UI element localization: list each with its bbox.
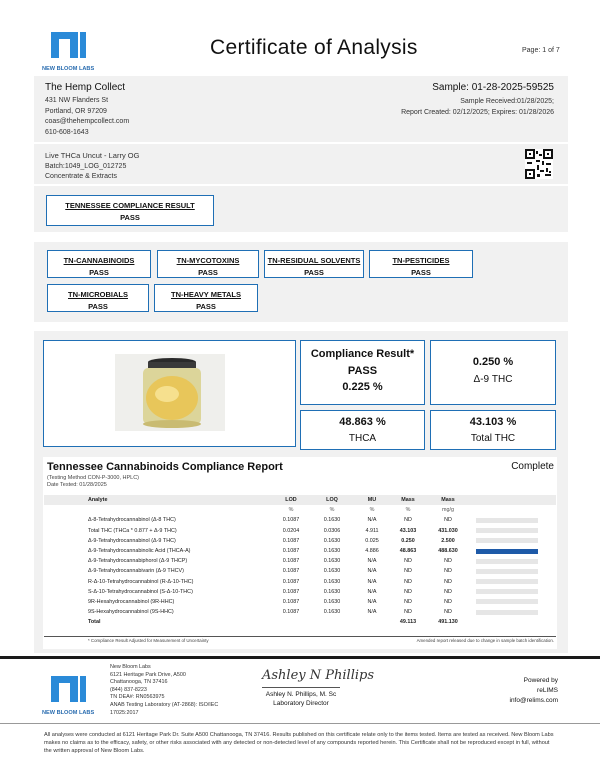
page-number: Page: 1 of 7 <box>522 47 560 54</box>
lab-logo-icon <box>42 28 94 60</box>
lab-address2: Chattanooga, TN 37416 <box>110 679 168 686</box>
client-address1: 431 NW Flanders St <box>45 97 109 104</box>
cell-loq: 0.1630 <box>323 609 341 616</box>
cell-lod: 0.1087 <box>282 609 300 616</box>
result-bar-track <box>476 518 538 523</box>
unit-loq: % <box>329 507 335 514</box>
cell-analyte: S-Δ-10-Tetrahydrocannabinol (S-Δ-10-THC) <box>88 588 193 595</box>
cell-mass-mg: ND <box>444 568 452 575</box>
test-value: PASS <box>89 268 109 277</box>
qr-code[interactable] <box>525 149 553 179</box>
col-loq: LOQ <box>326 497 338 504</box>
report-date: Date Tested: 01/28/2025 <box>47 482 107 488</box>
cell-mass-pct: ND <box>404 578 412 585</box>
cell-analyte: Δ-8-Tetrahydrocannabinol (Δ-8 THC) <box>88 517 176 524</box>
table-row <box>44 515 556 525</box>
cell-analyte: Δ-9-Tetrahydrocannabinol (Δ-9 THC) <box>88 537 176 544</box>
cell-mass-mg: ND <box>444 598 452 605</box>
compliance-result-title: TENNESSEE COMPLIANCE RESULT <box>65 201 195 210</box>
unit-mu: % <box>369 507 375 514</box>
footer-logo-text: NEW BLOOM LABS <box>42 710 95 716</box>
cell-mass-mg: ND <box>444 578 452 585</box>
lab-accreditation2: 17025:2017 <box>110 709 139 716</box>
test-tn-mycotoxins <box>157 250 259 278</box>
client-address2: Portland, OR 97209 <box>45 107 107 115</box>
cell-lod: 0.1087 <box>282 588 300 595</box>
sample-image <box>115 354 225 431</box>
signer-name: Ashley N. Phillips, M. Sc <box>265 691 337 698</box>
table-units-row <box>44 505 556 515</box>
cell-analyte: Δ-9-Tetrahydrocannabivarin (Δ-9 THCV) <box>88 568 184 575</box>
sample-image-card <box>43 340 296 447</box>
cell-analyte: R-Δ-10-Tetrahydrocannabinol (R-Δ-10-THC) <box>88 578 194 585</box>
powered-name: reLIMS <box>537 687 558 694</box>
sample-received: Sample Received:01/28/2025; <box>460 98 554 105</box>
cell-lod: 0.1087 <box>282 568 300 575</box>
total-thc-value: 43.103 % <box>469 416 517 428</box>
test-tn-microbials <box>47 284 149 312</box>
compliance-result-box <box>46 195 214 226</box>
powered-email[interactable]: info@relims.com <box>509 697 558 704</box>
total-thc-label: Total THC <box>470 433 516 444</box>
cell-mass-mg: 488.630 <box>438 548 458 555</box>
client-phone: 610-608-1643 <box>45 128 89 136</box>
signer-title: Laboratory Director <box>273 700 329 707</box>
cell-loq: 0.1630 <box>323 537 341 544</box>
cell-mass-mg: 431.030 <box>438 527 458 534</box>
footnote-right: Amended report released due to change in sample batch identification. <box>416 638 554 643</box>
cell-analyte: Δ-9-Tetrahydrocannabiphorol (Δ-9 THCP) <box>88 558 188 565</box>
result-bar-track <box>476 610 538 615</box>
report-created: Report Created: 02/12/2025; Expires: 01/28/2026 <box>401 108 554 116</box>
cell-mu: 0.025 <box>365 537 379 544</box>
client-name: The Hemp Collect <box>45 82 126 93</box>
result-bar-track <box>476 579 538 584</box>
d9-thc-card <box>430 340 556 405</box>
col-lod: LOD <box>285 497 297 504</box>
cell-lod: 0.1087 <box>282 548 300 555</box>
cell-mass-mg: 2.500 <box>441 537 455 544</box>
cell-lod: 0.0204 <box>282 527 300 534</box>
table-total-row <box>44 617 556 627</box>
table-row <box>44 607 556 617</box>
result-bar-track <box>476 549 538 554</box>
lab-dea: TN DEA#: RN0563975 <box>110 694 165 701</box>
cell-mass-pct: ND <box>404 598 412 605</box>
d9-thc-label: Δ-9 THC <box>473 374 513 385</box>
total-label: Total <box>88 619 101 626</box>
cell-loq: 0.0306 <box>323 527 341 534</box>
cell-lod: 0.1087 <box>282 537 300 544</box>
cannabinoids-table <box>44 495 556 627</box>
compliance-summary-card <box>300 340 425 405</box>
cell-lod: 0.1087 <box>282 558 300 565</box>
cell-mu: N/A <box>367 568 377 575</box>
unit-lod: % <box>288 507 294 514</box>
thca-card <box>300 410 425 450</box>
cell-loq: 0.1630 <box>323 588 341 595</box>
cell-mass-pct: ND <box>404 609 412 616</box>
cell-loq: 0.1630 <box>323 568 341 575</box>
cell-mu: 4.886 <box>365 548 379 555</box>
cell-mass-pct: ND <box>404 517 412 524</box>
table-row <box>44 566 556 576</box>
d9-thc-value: 0.250 % <box>472 356 514 368</box>
cell-mass-pct: 43.103 <box>399 527 417 534</box>
thca-value: 48.863 % <box>339 416 386 428</box>
client-email: coas@thehempcollect.com <box>45 118 130 125</box>
test-value: PASS <box>198 268 218 277</box>
result-bar-track <box>476 569 538 574</box>
test-value: PASS <box>304 268 324 277</box>
cell-analyte: Total THC (THCa * 0.877 + Δ-9 THC) <box>88 527 177 534</box>
result-bar-track <box>476 528 538 533</box>
summary-compliance-pct: 0.225 % <box>342 381 383 393</box>
disclaimer: All analyses were conducted at 6121 Heritage Park Dr. Suite A500 Chattanooga, TN 37416. Results published on this certificate relate only to the items tested. Items are tested as received. New Bloom Labs makes no claims as to the efficacy, safety, or other risks associated with any detected or non-detected level of any compounds reported herein. This Certificate shall not be reproduced except in full, without the written approval of New Bloom Labs. <box>44 732 554 754</box>
cell-analyte: 9S-Hexahydrocannabinol (9S-HHC) <box>88 609 174 616</box>
test-tn-pesticides <box>369 250 473 278</box>
lab-phone: (844) 837-8223 <box>110 686 147 693</box>
cell-mass-pct: ND <box>404 588 412 595</box>
lab-logo-text: NEW BLOOM LABS <box>42 66 95 72</box>
total-mass-mg: 491.130 <box>438 619 458 626</box>
table-header-row <box>44 495 556 505</box>
test-label: TN-MICROBIALS <box>68 290 128 299</box>
cell-analyte: 9R-Hexahydrocannabinol (9R-HHC) <box>88 598 175 605</box>
cell-mass-mg: ND <box>444 517 452 524</box>
signature: Ashley N Phillips <box>262 668 375 683</box>
table-row <box>44 556 556 566</box>
total-mass-pct: 49.113 <box>399 619 417 626</box>
cell-mu: N/A <box>367 598 377 605</box>
table-row <box>44 546 556 556</box>
powered-by: Powered by <box>523 677 558 684</box>
test-tn-residual-solvents <box>264 250 364 278</box>
table-row <box>44 526 556 536</box>
footnote-left: * Compliance Result Adjusted for Measurement of Uncertainty <box>88 638 209 643</box>
result-bar-track <box>476 589 538 594</box>
report-status: Complete <box>511 461 554 472</box>
cell-loq: 0.1630 <box>323 578 341 585</box>
report-title: Tennessee Cannabinoids Compliance Report <box>47 461 283 473</box>
page-title: Certificate of Analysis <box>210 36 418 59</box>
cell-mu: N/A <box>367 517 377 524</box>
col-mass-pct: Mass <box>401 497 415 504</box>
unit-mass-pct: % <box>405 507 411 514</box>
product-name: Live THCa Uncut - Larry OG <box>45 151 140 160</box>
cell-lod: 0.1087 <box>282 517 300 524</box>
cell-mu: 4.911 <box>365 527 379 534</box>
lab-address1: 6121 Heritage Park Drive, A500 <box>110 671 186 678</box>
test-label: TN-MYCOTOXINS <box>176 256 240 265</box>
product-category: Concentrate & Extracts <box>45 173 117 180</box>
test-label: TN-HEAVY METALS <box>170 290 241 299</box>
cell-mu: N/A <box>367 609 377 616</box>
summary-compliance-label: Compliance Result* <box>310 348 415 360</box>
thca-label: THCA <box>348 433 377 444</box>
cell-mass-mg: ND <box>444 609 452 616</box>
result-bar-fill <box>476 549 538 554</box>
cell-lod: 0.1087 <box>282 578 300 585</box>
footer-logo-icon <box>42 672 94 704</box>
summary-compliance-value: PASS <box>347 365 378 377</box>
compliance-result-value: PASS <box>120 213 140 222</box>
result-bar-track <box>476 559 538 564</box>
test-value: PASS <box>196 302 216 311</box>
product-batch: Batch:1049_LOG_012725 <box>45 162 127 170</box>
col-analyte: Analyte <box>88 497 108 504</box>
test-tn-cannabinoids <box>47 250 151 278</box>
table-row <box>44 597 556 607</box>
test-label: TN-PESTICIDES <box>392 256 450 265</box>
cell-mu: N/A <box>367 578 377 585</box>
cell-loq: 0.1630 <box>323 558 341 565</box>
cell-mass-mg: ND <box>444 588 452 595</box>
unit-mass-mg: mg/g <box>442 507 454 514</box>
footer-logo <box>42 672 95 716</box>
cell-mass-pct: ND <box>404 568 412 575</box>
test-value: PASS <box>411 268 431 277</box>
qr-code-icon <box>525 149 553 179</box>
cell-analyte: Δ-9-Tetrahydrocannabinolic Acid (THCA-A) <box>88 548 191 555</box>
cell-loq: 0.1630 <box>323 517 341 524</box>
cell-mu: N/A <box>367 558 377 565</box>
result-bar-track <box>476 599 538 604</box>
sample-id: Sample: 01-28-2025-59525 <box>432 82 554 93</box>
cell-loq: 0.1630 <box>323 598 341 605</box>
col-mass-mg: Mass <box>441 497 455 504</box>
sample-jar-image <box>115 354 225 431</box>
report-method: (Testing Method CON-P-3000, HPLC) <box>47 475 140 481</box>
cell-mass-pct: 0.250 <box>401 537 415 544</box>
total-thc-card <box>430 410 556 450</box>
test-label: TN-RESIDUAL SOLVENTS <box>267 256 361 265</box>
cell-mass-pct: 48.863 <box>399 548 417 555</box>
test-tn-heavy-metals <box>154 284 258 312</box>
cell-mass-mg: ND <box>444 558 452 565</box>
cell-mu: N/A <box>367 588 377 595</box>
cell-loq: 0.1630 <box>323 548 341 555</box>
lab-logo <box>42 28 95 72</box>
table-row <box>44 577 556 587</box>
test-label: TN-CANNABINOIDS <box>63 256 135 265</box>
table-row <box>44 587 556 597</box>
result-bar-track <box>476 538 538 543</box>
table-row <box>44 536 556 546</box>
lab-name: New Bloom Labs <box>110 664 151 670</box>
cell-lod: 0.1087 <box>282 598 300 605</box>
cell-mass-pct: ND <box>404 558 412 565</box>
col-mu: MU <box>367 497 377 504</box>
test-value: PASS <box>88 302 108 311</box>
lab-accreditation1: ANAB Testing Laboratory (AT-2868): ISO/IEC <box>110 701 219 708</box>
